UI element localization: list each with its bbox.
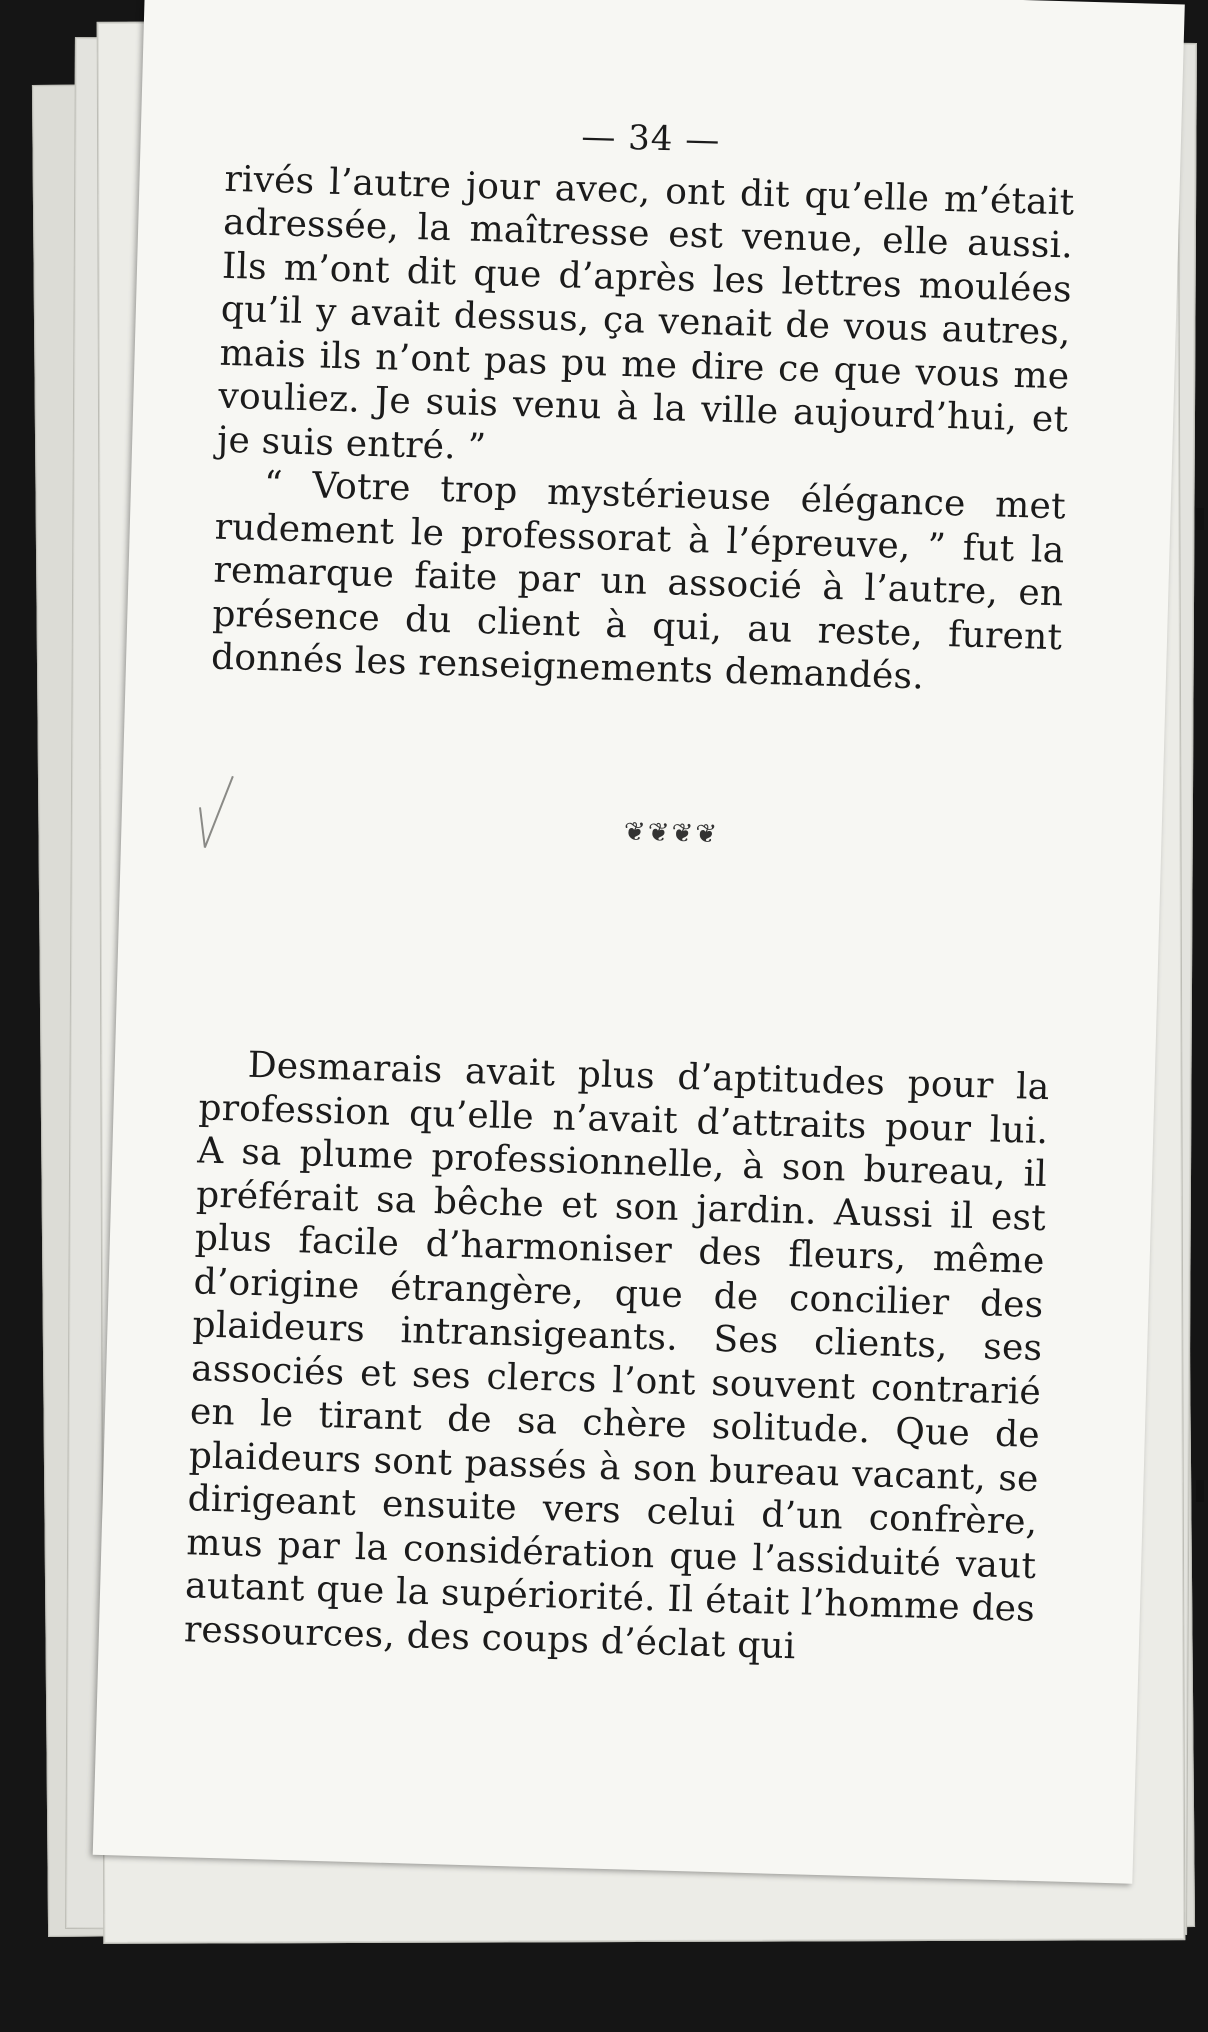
page-content bbox=[183, 106, 1076, 1675]
edge-mark bbox=[1196, 508, 1204, 530]
book-page bbox=[93, 0, 1185, 1884]
paragraph-desmarais: Desmarais avait plus d’aptitudes pour la profession qu’elle n’avait d’attraits pour lui. A sa plume professionnelle, à son bureau, il préférait sa bêche et son jardin. Aussi il est plus facile d’harmoniser des fleurs, même d’origine étrangère, que de concilier des plaideurs intransigeants. Ses clients, ses associés et ses clercs l’ont souvent contrarié en le tirant de sa chère solitude. Que de plaideurs sont passés à son bureau vacant, se dirigeant ensuite vers celui d’un confrère, mus par la considération que l’assiduité vaut autant que la supériorité. Il était l’homme des ressources, des coups d’éclat qui bbox=[183, 1044, 1051, 1667]
paragraph-continuation: rivés l’autre jour avec, ont dit qu’elle m’était adressée, la maîtresse est venue, elle aussi. Ils m’ont dit que d’après les lettres moulées qu’il y avait dessus, ça venait de vous autres, mais ils n’ont pas pu me dire ce que vous me vouliez. Je suis venu à la ville aujourd’hui, et je suis entré. ” bbox=[216, 158, 1075, 468]
page-number: — 34 — bbox=[580, 116, 721, 161]
edge-mark bbox=[1196, 1480, 1204, 1502]
pencil-check-mark-icon bbox=[191, 767, 253, 859]
section-ornament: ❦❦❦❦ bbox=[623, 816, 720, 850]
paragraph-remark: “ Votre trop mystérieuse élégance met rudement le professorat à l’épreuve, ” fut la remarque faite par un associé à l’autre, en présence du client à qui, au reste, furent donnés les renseignements demandés. bbox=[210, 464, 1067, 698]
